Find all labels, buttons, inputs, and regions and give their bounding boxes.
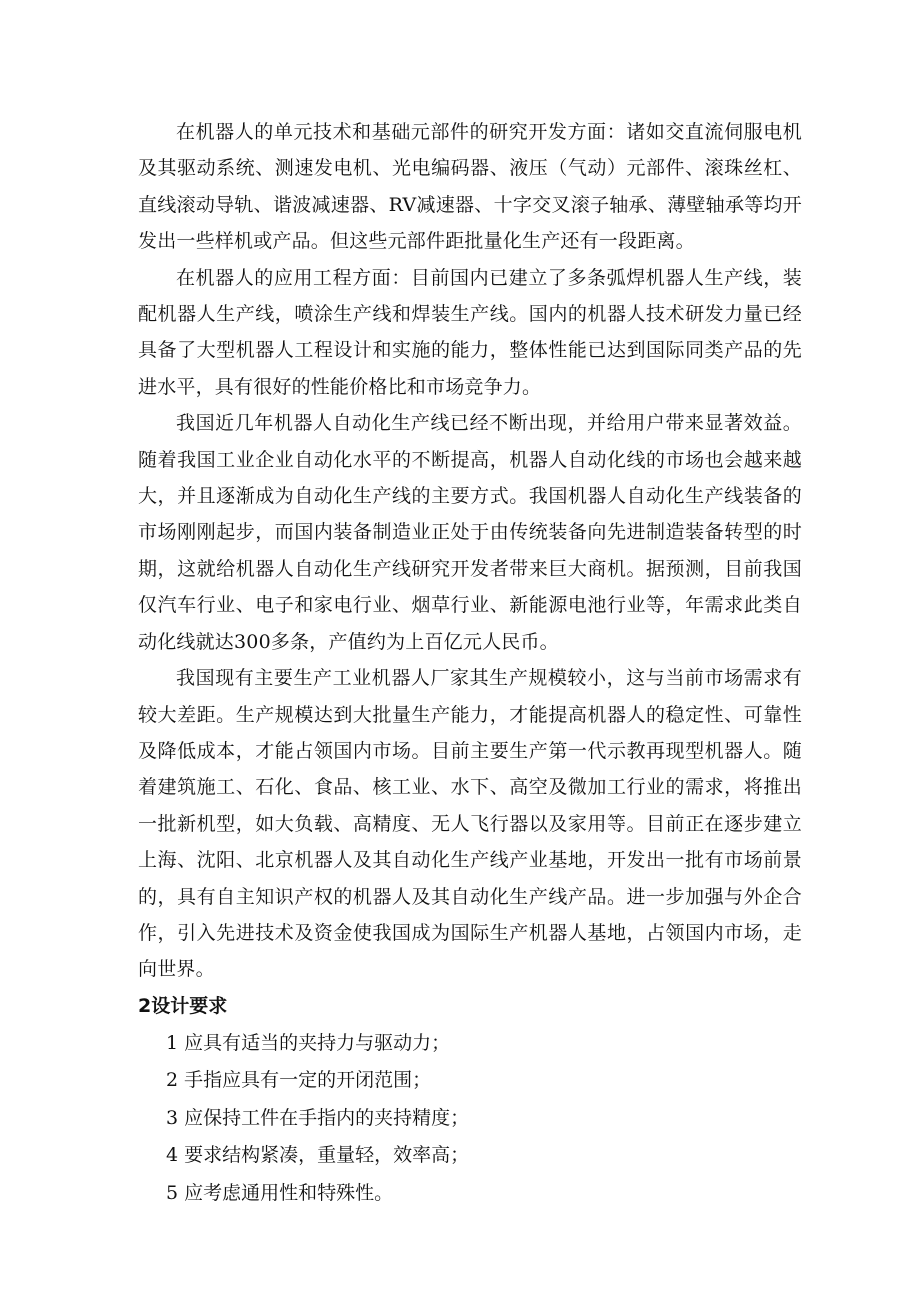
requirement-item: 1 应具有适当的夹持力与驱动力； xyxy=(166,1031,451,1054)
paragraph-unit-technology: 在机器人的单元技术和基础元部件的研究开发方面：诸如交直流伺服电机及其驱动系统、测速发电机、光电编码器、液压（气动）元部件、滚珠丝杠、直线滚动导轨、谐波减速器、RV减速器、十字交叉滚子轴承、薄壁轴承等均开发出一些样机或产品。但这些元部件距批量化生产还有一段距离。 xyxy=(138,121,802,253)
requirement-item: 2 手指应具有一定的开闭范围； xyxy=(166,1069,432,1092)
requirement-item: 5 应考虑通用性和特殊性。 xyxy=(166,1181,394,1204)
section-heading: 2设计要求 xyxy=(138,994,228,1017)
requirement-item: 3 应保持工件在手指内的夹持精度； xyxy=(166,1106,470,1129)
requirement-item: 4 要求结构紧凑，重量轻，效率高； xyxy=(166,1144,470,1167)
paragraph-automation-lines: 我国近几年机器人自动化生产线已经不断出现，并给用户带来显著效益。随着我国工业企业自动化水平的不断提高，机器人自动化线的市场也会越来越大，并且逐渐成为自动化生产线的主要方式。我国机器人自动化生产线装备的市场刚刚起步，而国内装备制造业正处于由传统装备向先进制造装备转型的时期，这就给机器人自动化生产线研究开发者带来巨大商机。据预测，目前我国仅汽车行业、电子和家电行业、烟草行业、新能源电池行业等，年需求此类自动化线就达300多条，产值约为上百亿元人民币。 xyxy=(138,412,802,653)
requirements-list xyxy=(138,1025,802,1213)
document-body xyxy=(138,114,802,1212)
paragraph-manufacturers: 我国现有主要生产工业机器人厂家其生产规模较小，这与当前市场需求有较大差距。生产规模达到大批量生产能力，才能提高机器人的稳定性、可靠性及降低成本，才能占领国内市场。目前主要生产第一代示教再现型机器人。随着建筑施工、石化、食品、核工业、水下、高空及微加工行业的需求，将推出一批新机型，如大负载、高精度、无人飞行器以及家用等。目前正在逐步建立上海、沈阳、北京机器人及其自动化生产线产业基地，开发出一批有市场前景的，具有自主知识产权的机器人及其自动化生产线产品。进一步加强与外企合作，引入先进技术及资金使我国成为国际生产机器人基地，占领国内市场，走向世界。 xyxy=(138,667,802,981)
paragraph-application-engineering: 在机器人的应用工程方面：目前国内已建立了多条弧焊机器人生产线，装配机器人生产线，喷涂生产线和焊装生产线。国内的机器人技术研发力量已经具备了大型机器人工程设计和实施的能力，整体性能已达到国际同类产品的先进水平，具有很好的性能价格比和市场竞争力。 xyxy=(138,266,802,398)
